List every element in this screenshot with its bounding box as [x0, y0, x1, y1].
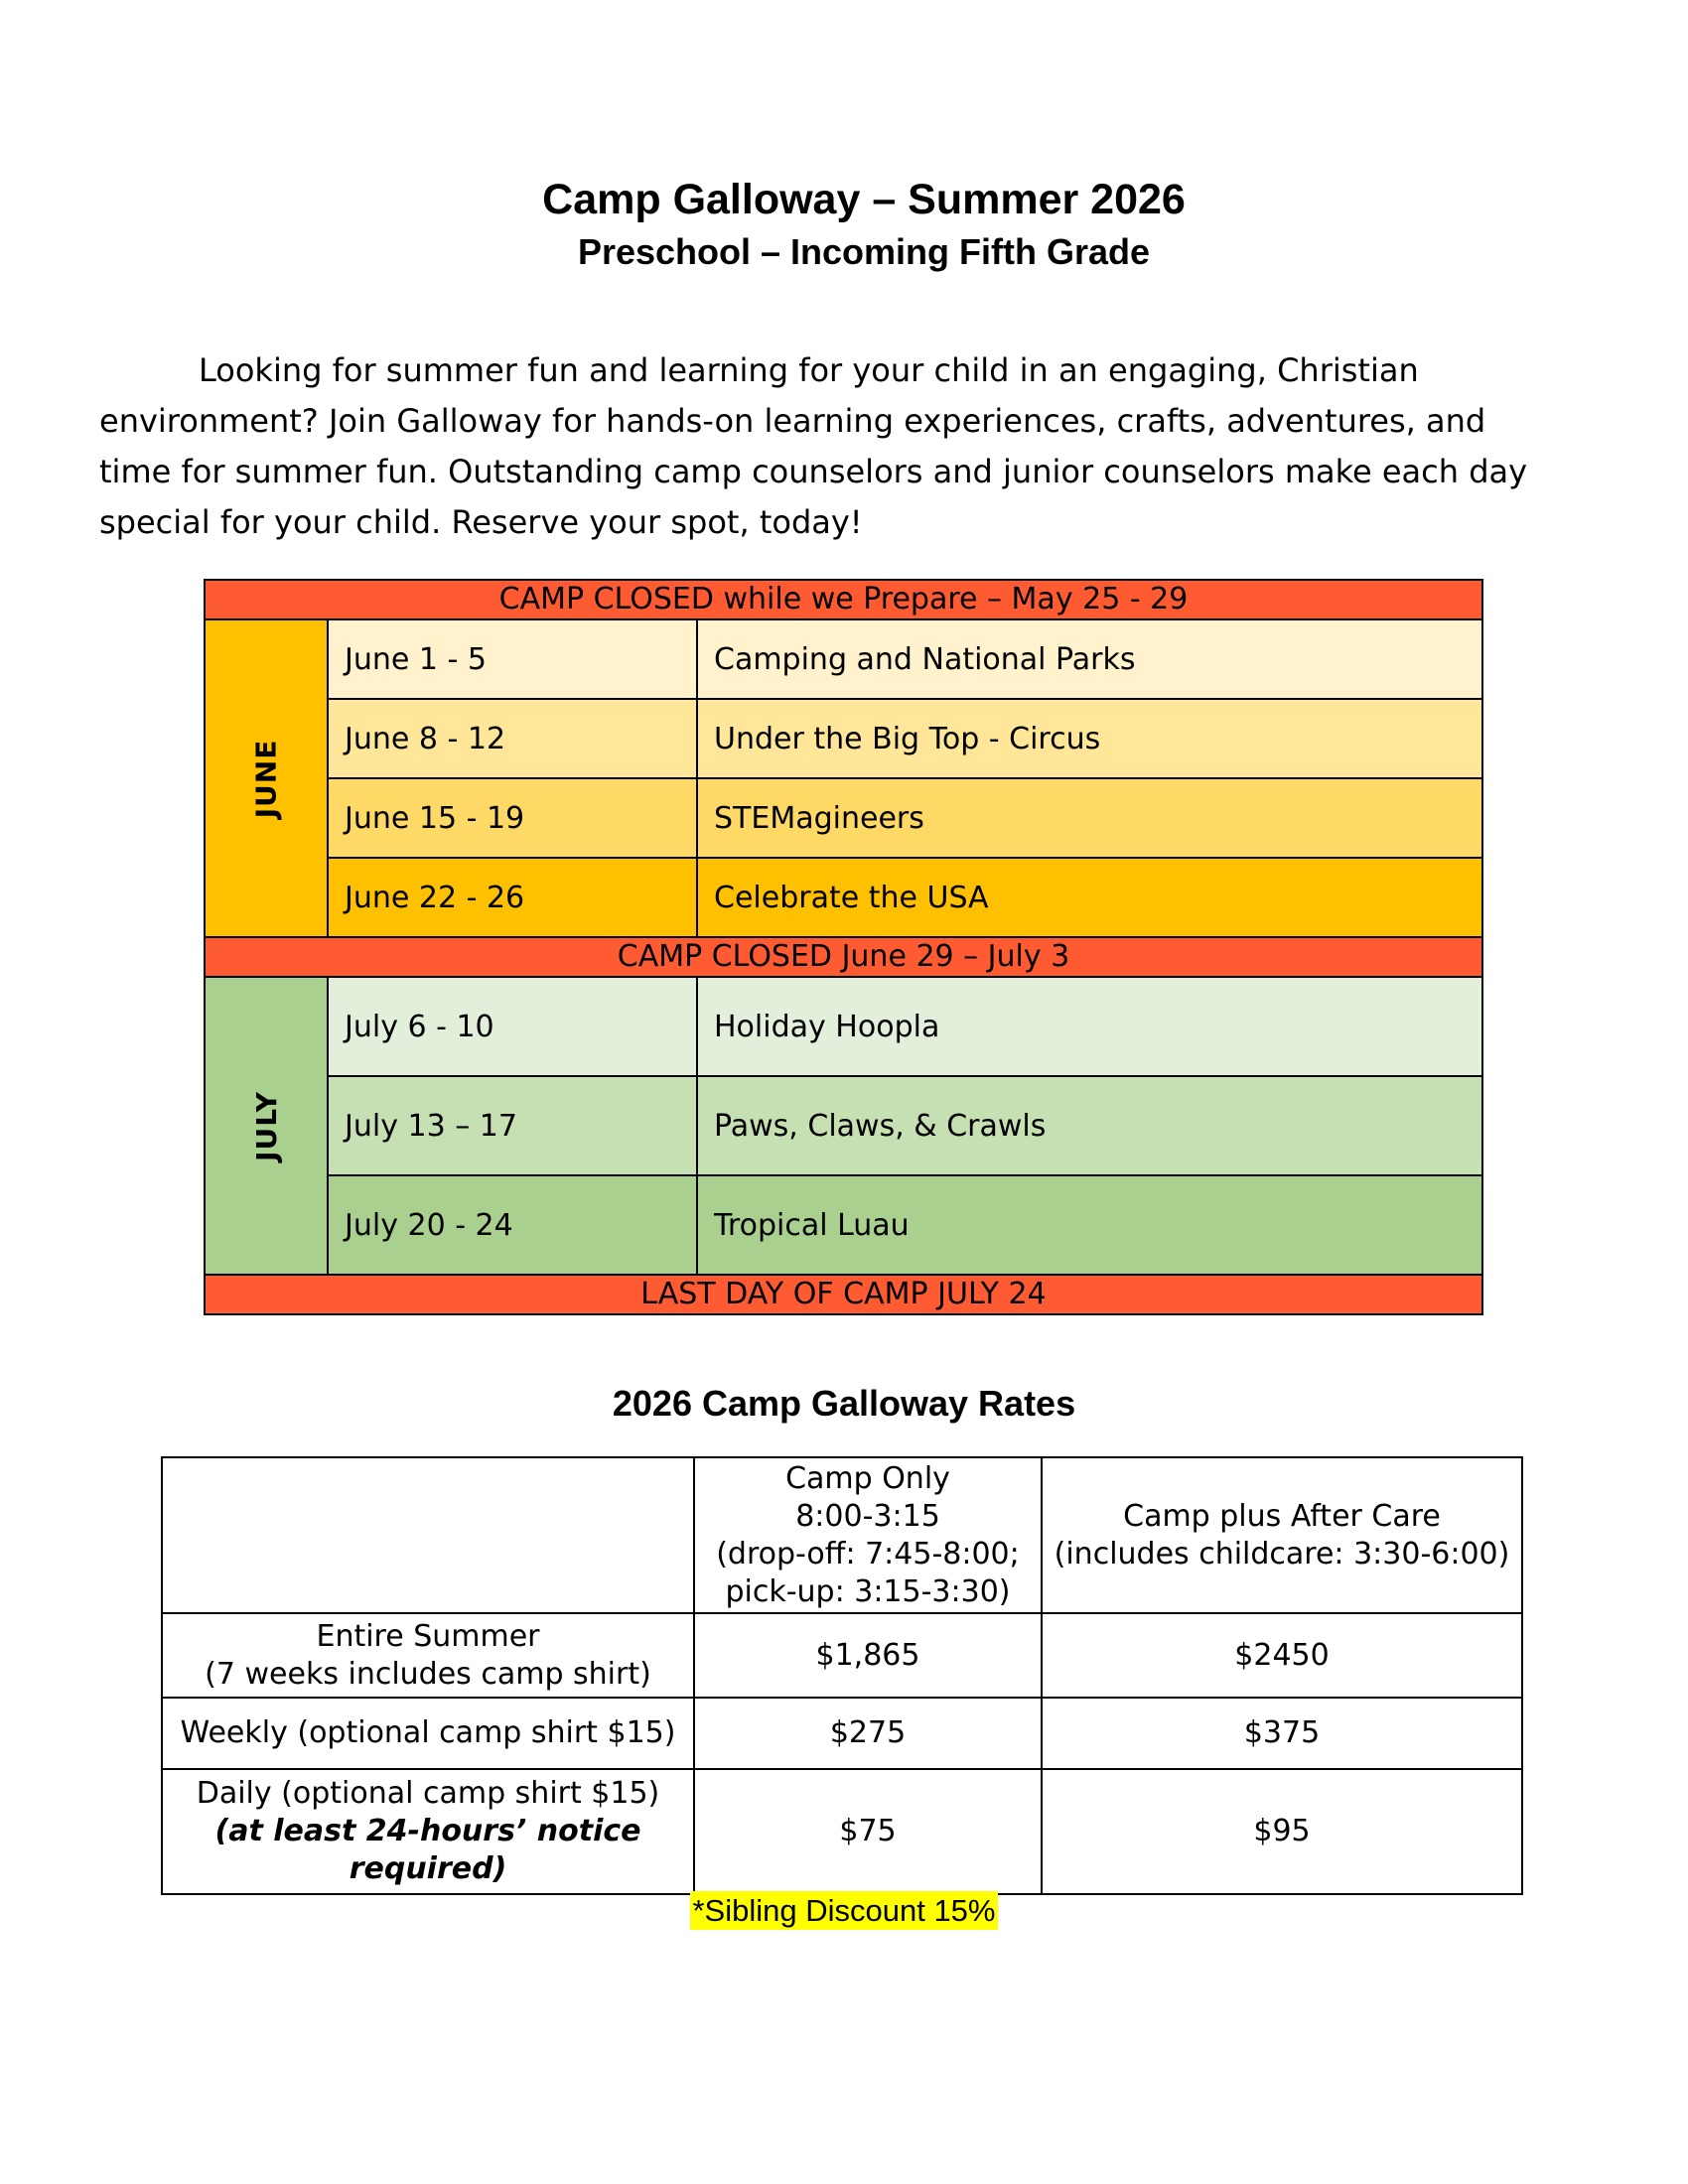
- week-dates: June 22 - 26: [328, 858, 697, 937]
- sibling-discount-note: *Sibling Discount 15%: [692, 1893, 996, 1928]
- schedule-table: [204, 579, 1483, 1315]
- rate-label-weekly: Weekly (optional camp shirt $15): [162, 1698, 694, 1769]
- week-dates: July 13 – 17: [328, 1076, 697, 1175]
- daily-notice-note: (at least 24-hours’ notice required): [214, 1814, 641, 1886]
- week-dates: June 8 - 12: [328, 699, 697, 778]
- week-dates: July 6 - 10: [328, 977, 697, 1076]
- week-theme: Paws, Claws, & Crawls: [697, 1076, 1482, 1175]
- rate-camp-only: $275: [694, 1698, 1042, 1769]
- week-dates: July 20 - 24: [328, 1175, 697, 1275]
- week-theme: Camping and National Parks: [697, 619, 1482, 699]
- week-theme: Under the Big Top - Circus: [697, 699, 1482, 778]
- week-dates: June 15 - 19: [328, 778, 697, 858]
- intro-paragraph: Looking for summer fun and learning for your child in an engaging, Christian environment? Join Galloway for hands-on learning experiences, crafts, adventures, and time for summer fun. Outstanding camp counselors and junior counselors make each day special for your child. Reserve your spot, today!: [99, 351, 1528, 541]
- page-title: Camp Galloway – Summer 2026: [542, 176, 1186, 223]
- week-theme: Holiday Hoopla: [697, 977, 1482, 1076]
- week-dates: June 1 - 5: [328, 619, 697, 699]
- rates-title: 2026 Camp Galloway Rates: [612, 1383, 1076, 1424]
- page-subtitle: Preschool – Incoming Fifth Grade: [577, 231, 1151, 272]
- week-theme: STEMagineers: [697, 778, 1482, 858]
- week-theme: Celebrate the USA: [697, 858, 1482, 937]
- rate-after-care: $95: [1042, 1769, 1522, 1894]
- rate-after-care: $2450: [1042, 1613, 1522, 1698]
- rate-camp-only: $1,865: [694, 1613, 1042, 1698]
- rate-label-daily: Daily (optional camp shirt $15) (at least 24-hours’ notice required): [162, 1769, 694, 1894]
- rates-table: [161, 1456, 1523, 1895]
- closed-banner-may: CAMP CLOSED while we Prepare – May 25 - 29: [205, 580, 1482, 619]
- month-label-july: JULY: [205, 977, 328, 1275]
- rates-header-camp-only: Camp Only 8:00-3:15 (drop-off: 7:45-8:00; pick-up: 3:15-3:30): [694, 1457, 1042, 1613]
- closed-banner-june-july: CAMP CLOSED June 29 – July 3: [205, 937, 1482, 977]
- rate-camp-only: $75: [694, 1769, 1042, 1894]
- rates-header-empty: [162, 1457, 694, 1613]
- rate-label-entire-summer: Entire Summer (7 weeks includes camp shirt): [162, 1613, 694, 1698]
- rate-after-care: $375: [1042, 1698, 1522, 1769]
- last-day-banner: LAST DAY OF CAMP JULY 24: [205, 1275, 1482, 1314]
- week-theme: Tropical Luau: [697, 1175, 1482, 1275]
- month-label-june: JUNE: [205, 619, 328, 937]
- rates-header-after-care: Camp plus After Care (includes childcare: 3:30-6:00): [1042, 1457, 1522, 1613]
